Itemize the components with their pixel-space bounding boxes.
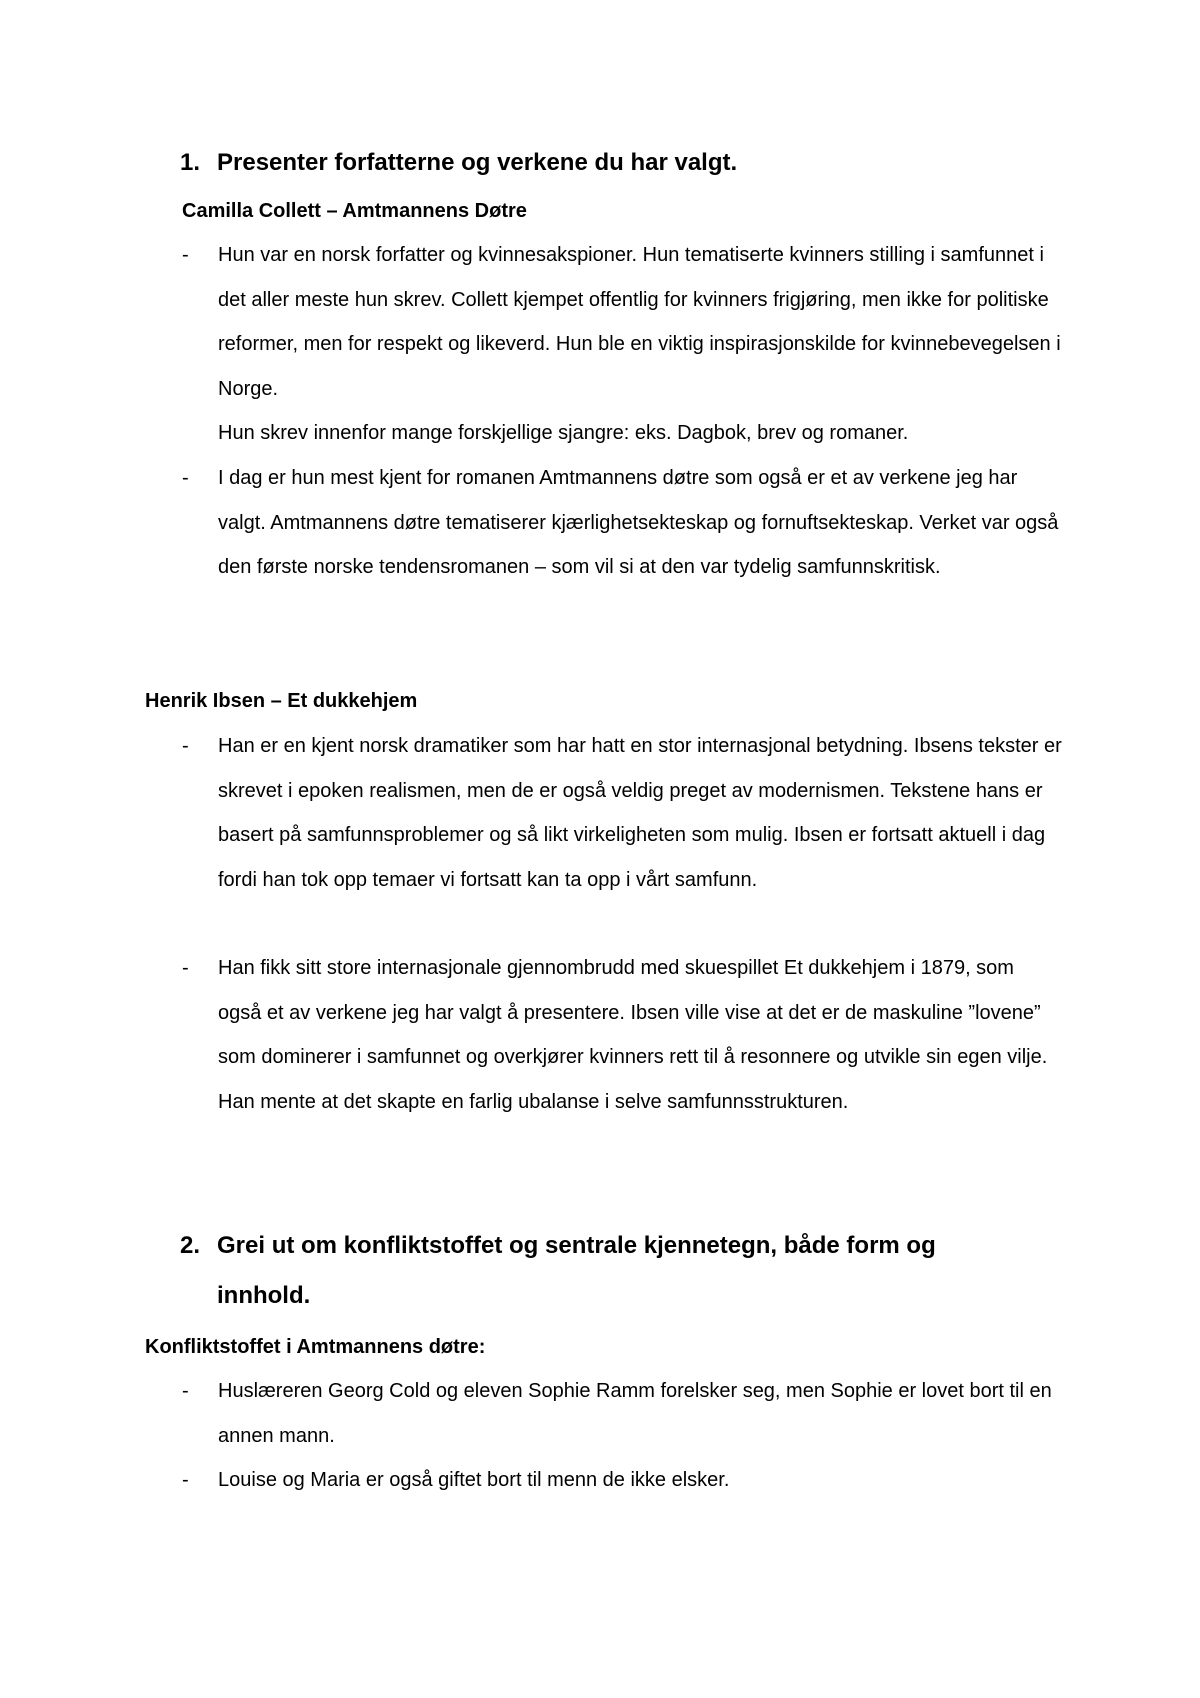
- collett-bullet-2-text: I dag er hun mest kjent for romanen Amtmannens døtre som også er et av verkene jeg har valgt. Amtmannens døtre tematiserer kjærlighetsekteskap og fornuftsekteskap. Verket var også den første norske tendensromanen – som vil si at den var tydelig samfunnskritisk.: [218, 467, 1059, 578]
- collett-bullet-2: [182, 456, 1062, 590]
- collett-bullet-1-text: Hun var en norsk forfatter og kvinnesakspioner. Hun tematiserte kvinners stilling i samfunnet i det aller meste hun skrev. Collett kjempet offentlig for kvinners frigjøring, men ikke for politiske reformer, men for respekt og likeverd. Hun ble en viktig inspirasjonskilde for kvinnebevegelsen i Norge.: [218, 244, 1061, 400]
- section-2-heading-text: Grei ut om konfliktstoffet og sentrale kjennetegn, både form og innhold.: [217, 1232, 936, 1309]
- conflict-bullet-2-text: Louise og Maria er også giftet bort til menn de ikke elsker.: [218, 1469, 730, 1491]
- section-1-heading: [180, 138, 1000, 188]
- section-2-number: 2.: [180, 1232, 201, 1259]
- bullet-dash: -: [182, 735, 189, 757]
- bullet-dash: -: [182, 1469, 189, 1491]
- section-1-heading-text: Presenter forfatterne og verkene du har valgt.: [217, 149, 738, 176]
- section-2-heading: [180, 1221, 1000, 1321]
- ibsen-bullet-1: [182, 724, 1062, 902]
- collett-continuation-text: Hun skrev innenfor mange forskjellige sjangre: eks. Dagbok, brev og romaner.: [218, 422, 909, 444]
- ibsen-bullet-1-text: Han er en kjent norsk dramatiker som har hatt en stor internasjonal betydning. Ibsens tekster er skrevet i epoken realismen, men de er også veldig preget av modernismen. Tekstene hans er basert på samfunnsproblemer og så likt virkeligheten som mulig. Ibsen er fortsatt aktuell i dag fordi han tok opp temaer vi fortsatt kan ta opp i vårt samfunn.: [218, 735, 1062, 891]
- bullet-dash: -: [182, 467, 189, 489]
- collett-subheading: Camilla Collett – Amtmannens Døtre: [182, 200, 527, 222]
- bullet-dash: -: [182, 244, 189, 266]
- conflict-bullet-2: [182, 1458, 1062, 1503]
- bullet-dash: -: [182, 957, 189, 979]
- collett-continuation: [182, 411, 1062, 456]
- conflict-bullet-1: [182, 1369, 1062, 1458]
- section-1-number: 1.: [180, 149, 201, 176]
- ibsen-bullet-2-text: Han fikk sitt store internasjonale gjennombrudd med skuespillet Et dukkehjem i 1879, som også et av verkene jeg har valgt å presentere. Ibsen ville vise at det er de maskuline ”lovene” som dominerer i samfunnet og overkjører kvinners rett til å resonnere og utvikle sin egen vilje. Han mente at det skapte en farlig ubalanse i selve samfunnsstrukturen.: [218, 957, 1048, 1113]
- ibsen-subheading: Henrik Ibsen – Et dukkehjem: [145, 690, 418, 712]
- conflict-subheading: Konfliktstoffet i Amtmannens døtre:: [145, 1336, 486, 1358]
- conflict-bullet-1-text: Huslæreren Georg Cold og eleven Sophie Ramm forelsker seg, men Sophie er lovet bort til en annen mann.: [218, 1380, 1052, 1447]
- ibsen-bullet-2: [182, 946, 1062, 1124]
- bullet-dash: -: [182, 1380, 189, 1402]
- collett-bullet-1: [182, 233, 1062, 411]
